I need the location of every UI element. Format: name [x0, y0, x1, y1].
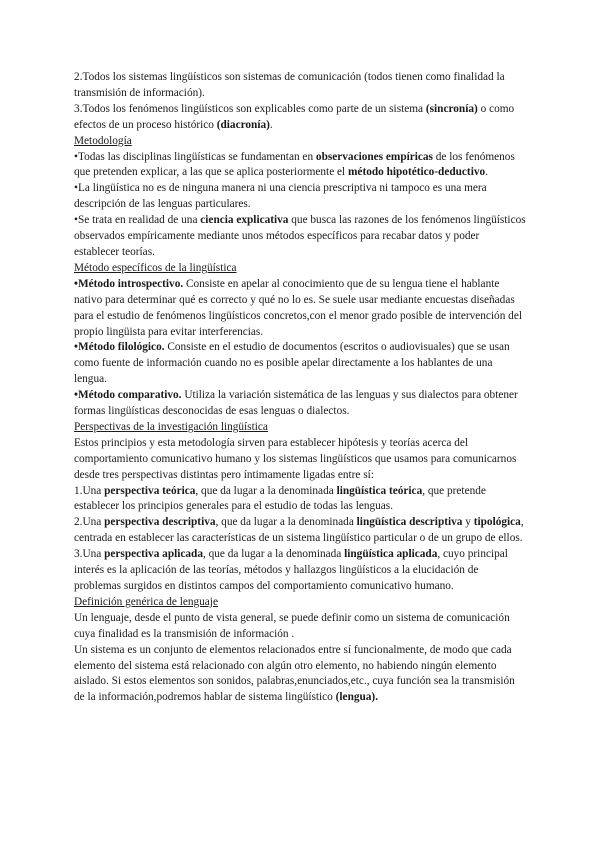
- section-heading-metodologia: Metodología: [74, 134, 132, 147]
- list-item-2: 2.Todos los sistemas lingüísticos son sistemas de comunicación (todos tienen como finalidad la transmisión de información).: [74, 71, 505, 99]
- paragraph: [74, 643, 526, 707]
- text-run: , que da lugar a la denominada: [215, 516, 357, 529]
- list-item: [74, 547, 526, 595]
- text-run: Consiste en apelar al conocimiento que de su lengua tiene el hablante nativo para determinar qué es correcto y qué no lo es. Se suele usar mediante encuestas diseñadas para el estudio de fenómenos lingüísticos concretos,con el menor grado posible de intervención del propio lingüista para evitar interferencias.: [74, 277, 522, 338]
- list-item: [74, 515, 526, 547]
- bullet-paragraph: [74, 150, 526, 182]
- text-run: , centrada en establecer las características de un sistema lingüístico particular o de un grupo de ellos.: [74, 516, 524, 545]
- bold-term: lingüística descriptiva: [356, 516, 463, 529]
- text-run: y: [462, 516, 474, 529]
- bullet-paragraph: [74, 277, 526, 341]
- text-run: 3.Todos los fenómenos lingüísticos son explicables como parte de un sistema: [74, 102, 426, 115]
- section-heading-metodo: Método específicos de la lingüística: [74, 261, 237, 274]
- paragraph: Un lenguaje, desde el punto de vista general, se puede definir como un sistema de comunicación cuya finalidad es la transmisión de información .: [74, 611, 510, 640]
- bold-term: •Método comparativo.: [74, 389, 182, 402]
- bold-term: (diacronía): [216, 118, 270, 131]
- list-item-3: [74, 102, 526, 134]
- document-page: [74, 70, 526, 706]
- section-heading-definicion: Definición genérica de lenguaje: [74, 595, 218, 608]
- section-heading-perspectivas: Perspectivas de la investigación lingüística: [74, 420, 268, 433]
- bullet-paragraph: [74, 213, 526, 261]
- bold-term: lingüística aplicada: [344, 548, 438, 561]
- text-run: de los fenómenos que pretenden explicar, a las que se aplica posteriormente el: [74, 150, 515, 179]
- bold-term: •Método introspectivo.: [74, 277, 184, 290]
- bold-term: perspectiva descriptiva: [104, 516, 216, 529]
- bold-term: perspectiva teórica: [104, 484, 196, 497]
- text-run: Utiliza la variación sistemática de las lenguas y sus dialectos para obtener formas lingüísticas desconocidas de esas lenguas o dialectos.: [74, 389, 518, 418]
- bold-term: •Método filológico.: [74, 341, 165, 354]
- text-run: .: [485, 166, 488, 179]
- text-run: , que pretende establecer los principios generales para el estudio de todas las lenguas.: [74, 484, 486, 513]
- bold-term: ciencia explicativa: [200, 214, 289, 227]
- bold-term: método hipotético-deductivo: [348, 166, 486, 179]
- text-run: , cuyo principal interés es la aplicación de las teorías, métodos y hallazgos lingüísticos a la elucidación de problemas surgidos en distintos campos del comportamiento comunicativo humano.: [74, 548, 508, 592]
- bold-term: observaciones empíricas: [315, 150, 433, 163]
- bullet-paragraph: [74, 388, 526, 420]
- text-run: o como efectos de un proceso histórico: [74, 102, 515, 131]
- bold-term: (lengua).: [335, 691, 379, 704]
- text-run: 1.Una: [74, 484, 105, 497]
- text-run: Consiste en el estudio de documentos (escritos o audiovisuales) que se usan como fuente de información cuando no es posible apelar directamente a los hablantes de una lengua.: [74, 341, 510, 386]
- text-run: .: [269, 118, 273, 131]
- paragraph: Estos principios y esta metodología sirven para establecer hipótesis y teorías acerca del comportamiento comunicativo humano y los sistemas lingüísticos que usamos para comunicarnos desde tres perspectivas distintas pero íntimamente ligadas entre sí:: [74, 436, 517, 481]
- text-run: Un sistema es un conjunto de elementos relacionados entre sí funcionalmente, de modo que cada elemento del sistema está relacionado con algún otro elemento, no habiendo ningún elemento aislado. Si estos elementos son sonidos, palabras,enunciados,etc., cuya función sea la transmisión de la información,podremos hablar de sistema lingüístico: [74, 643, 515, 704]
- bold-term: lingüística teórica: [336, 484, 423, 497]
- text-run: 2.Una: [74, 516, 105, 529]
- text-run: que busca las razones de los fenómenos lingüísticos observados empíricamente mediante unos métodos específicos para recabar datos y poder establecer teorías.: [74, 214, 526, 258]
- bullet-paragraph: •La lingüística no es de ninguna manera ni una ciencia prescriptiva ni tampoco es una mera descripción de las lenguas particulares.: [74, 182, 487, 211]
- bold-term: tipológica: [473, 516, 521, 529]
- list-item: [74, 484, 526, 516]
- text-run: •Todas las disciplinas lingüísticas se fundamentan en: [74, 150, 316, 163]
- text-run: , que da lugar a la denominada: [195, 484, 337, 497]
- text-run: •Se trata en realidad de una: [74, 214, 201, 227]
- text-run: , que da lugar a la denominada: [202, 548, 345, 561]
- text-run: 3.Una: [74, 548, 105, 561]
- bold-term: perspectiva aplicada: [104, 548, 203, 561]
- bullet-paragraph: [74, 340, 526, 388]
- bold-term: (sincronía): [425, 102, 478, 115]
